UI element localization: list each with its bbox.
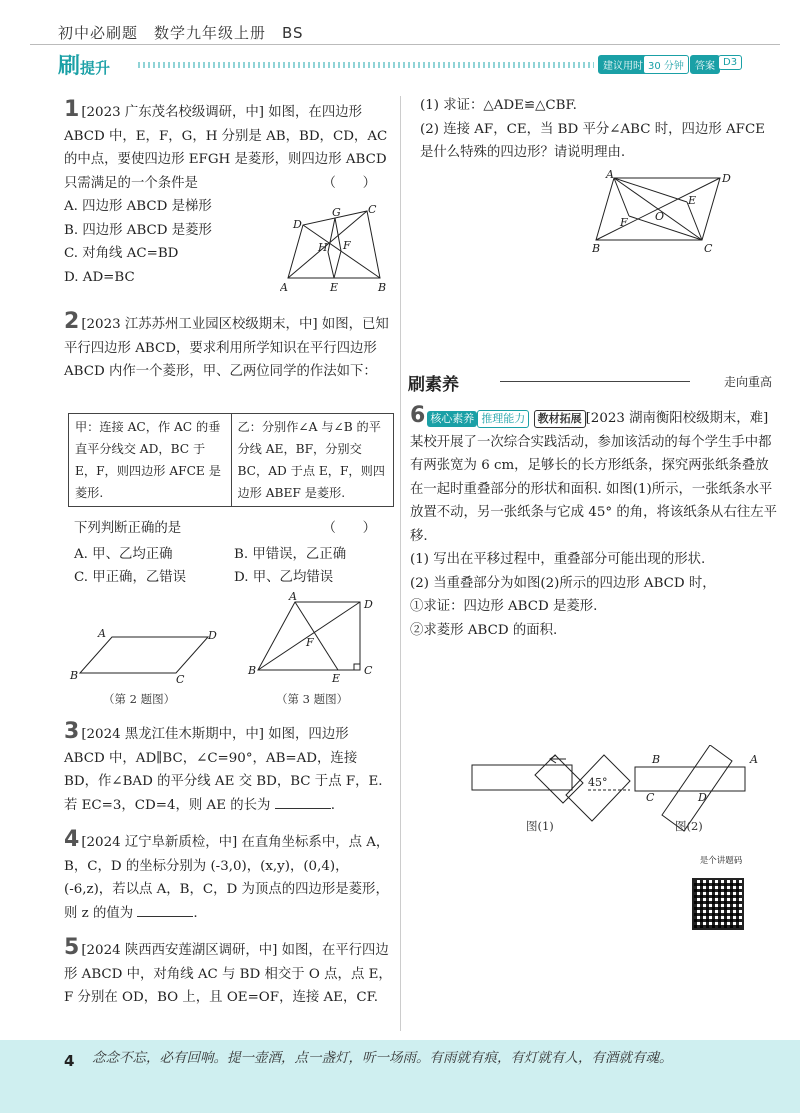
q2-option-b: B. 甲错误，乙正确 (234, 546, 347, 562)
section-2-header (408, 370, 778, 394)
q2-text: [2023 江苏苏州工业园区校级期末，中] 如图，已知平行四边形 ABCD，要求利用所学知识在平行四边形 ABCD 内作一个菱形，甲、乙两位同学的作法如下： (64, 317, 389, 379)
q4-text: [2024 辽宁阜新质检，中] 在直角坐标系中，点 A，B，C，D 的坐标分别为 (-3,0)，(x,y)，(0,4)，(-6,z)，若以点 A，B，C，D 为顶点的四边形是菱形，则 z 的值为 (64, 835, 390, 921)
q1-figure (280, 205, 395, 295)
q5-sub1: (1) 求证：△ADE≌△CBF. (420, 98, 577, 113)
brand-main: 刷 (58, 54, 81, 79)
q5-label-o: O (655, 210, 665, 223)
q2-question: 下列判断正确的是 (74, 521, 182, 536)
question-6 (410, 404, 778, 642)
q1-label-g: G (332, 206, 341, 219)
qr-code[interactable] (692, 878, 744, 930)
brand-sub: 提升 (80, 59, 111, 77)
q3-answer-blank[interactable] (275, 794, 331, 809)
q2-number: 2 (64, 309, 80, 334)
q5-label-e: E (688, 194, 697, 207)
question-3: 3 [2024 黑龙江佳木斯期中，中] 如图，四边形 ABCD 中，AD∥BC，∠C=90°，AB=AD，连接 BD，作∠BAD 的平分线 AE 交 BD，BC 于点 F，E. 若 EC=3，CD=4，则 AE 的长为 . (64, 719, 383, 813)
column-divider (400, 96, 401, 1031)
q2-options (74, 517, 392, 590)
q6-badge-core: 核心素养 (427, 411, 477, 427)
q2-answer-paren: （ ） (322, 521, 376, 536)
q6-caption-fig2: 图(2) (675, 819, 703, 833)
q5-text: [2024 陕西西安莲湖区调研，中] 如图，在平行四边形 ABCD 中，对角线 AC 与 BD 相交于 O 点，点 E，F 分别在 OD，BO 上，且 OE=OF，连接 AE，CF. (64, 943, 392, 1005)
q2-method-yi: 乙：分别作∠A 与∠B 的平分线 AE，BF，分别交 BC，AD 于点 E，F，则四边形 ABEF 是菱形. (231, 414, 394, 507)
q6-badge-textbook: 教材拓展 (534, 410, 586, 428)
q1-option-b: B. 四边形 ABCD 是菱形 (64, 222, 212, 238)
q1-label-c: C (368, 205, 377, 216)
q3-number: 3 (64, 719, 80, 744)
q1-number: 1 (64, 97, 80, 122)
book-title: 初中必刷题 数学九年级上册 BS (58, 24, 304, 42)
q3-figure (240, 592, 385, 687)
caption-fig2: （第 2 题图） (103, 692, 176, 706)
q1-label-h: H (318, 241, 328, 254)
q5-label-c: C (704, 242, 713, 255)
q3-label-b: B (248, 664, 257, 677)
q1-option-c: C. 对角线 AC=BD (64, 246, 179, 261)
question-2 (64, 310, 392, 384)
q4-number: 4 (64, 827, 80, 852)
q6-text: [2023 湖南衡阳校级期末，难] 某校开展了一次综合实践活动，参加该活动的每个学生手中都有两张宽为 6 cm，足够长的长方形纸条，探究两张纸条叠放在一起时重叠部分的形状和面积. 如图(1)所示，一张纸条水平放置不动，另一张纸条与它成 45° 的角，将该纸条从右往左平移. (410, 411, 778, 544)
q6-number: 6 (410, 403, 426, 428)
q3-label-c: C (364, 664, 373, 677)
q1-option-d: D. AD=BC (64, 269, 135, 285)
page-number: 4 (64, 1052, 75, 1070)
q6-angle-label: 45° (588, 776, 608, 789)
q1-label-d: D (293, 218, 302, 231)
answer-label: 答案 (690, 55, 720, 74)
q1-label-f: F (343, 239, 351, 252)
q2-option-a: A. 甲、乙均正确 (74, 546, 173, 562)
q2-option-d: D. 甲、乙均错误 (234, 570, 334, 585)
footer-bar (0, 1040, 800, 1113)
section-2-arrow (500, 381, 690, 382)
q6-label-a: A (750, 753, 758, 766)
caption-fig3: （第 3 题图） (276, 692, 349, 706)
q1-answer-paren: （ ） (322, 175, 376, 191)
q5-sub2: (2) 连接 AF，CE，当 BD 平分∠ABC 时，四边形 AFCE 是什么特殊的四边形？请说明理由. (420, 121, 765, 160)
q2-label-d: D (208, 629, 217, 642)
q2-figure (68, 625, 228, 690)
q6-figures (470, 745, 760, 835)
q2-label-b: B (70, 669, 79, 682)
q6-sub2: (2) 当重叠部分为如图(2)所示的四边形 ABCD 时， (410, 575, 716, 591)
q4-answer-blank[interactable] (137, 902, 193, 917)
question-5 (64, 936, 392, 1010)
q6-sub1: (1) 写出在平移过程中，重叠部分可能出现的形状. (410, 552, 706, 567)
q2-method-jia: 甲：连接 AC，作 AC 的垂直平分线交 AD，BC 于 E，F，则四边形 AFCE 是菱形. (69, 414, 232, 507)
q1-label-a: A (280, 281, 288, 294)
qr-label: 是个讲题码 (699, 856, 743, 866)
section-2-right: 走向重高 (723, 375, 772, 389)
header-dots (138, 62, 594, 68)
footer-quote: 念念不忘，必有回响。提一壶酒，点一盏灯，听一场雨。有雨就有痕，有灯就有人，有酒就有魂。 (92, 1050, 673, 1066)
header-divider (30, 44, 780, 45)
q6-label-b: B (652, 753, 661, 766)
q5-label-a: A (606, 168, 614, 181)
q3-label-d: D (364, 598, 373, 611)
brand-logo (58, 49, 110, 80)
q6-badge-reasoning: 推理能力 (477, 410, 529, 428)
answer-page: D3 (718, 55, 742, 70)
time-label: 建议用时 (598, 55, 648, 74)
q3-text: [2024 黑龙江佳木斯期中，中] 如图，四边形 ABCD 中，AD∥BC，∠C=90°，AB=AD，连接 BD，作∠BAD 的平分线 AE 交 BD，BC 于点 F，E. 若 EC=3，CD=4，则 AE 的长为 (64, 727, 383, 813)
section-2-label: 刷素养 (408, 375, 459, 395)
q6-sub2a: ①求证：四边形 ABCD 是菱形. (410, 599, 598, 614)
q2-label-c: C (176, 673, 185, 686)
q3-label-a: A (289, 592, 297, 603)
q6-caption-fig1: 图(1) (526, 819, 554, 833)
q3-label-e: E (332, 672, 341, 685)
q5-number: 5 (64, 935, 80, 960)
q2-label-a: A (98, 627, 106, 640)
q1-label-e: E (330, 281, 339, 294)
q2-method-table (68, 413, 394, 507)
q1-label-b: B (378, 281, 387, 294)
q1-option-a: A. 四边形 ABCD 是梯形 (64, 199, 212, 214)
q2-option-c: C. 甲正确，乙错误 (74, 570, 187, 585)
q5-label-f: F (620, 216, 628, 229)
q3-label-f: F (306, 636, 314, 649)
q5-label-b: B (592, 242, 601, 255)
q1-text: [2023 广东茂名校级调研，中] 如图，在四边形 ABCD 中，E，F，G，H 分别是 AB，BD，CD，AC 的中点，要使四边形 EFGH 是菱形，则四边形 ABCD 只需满足的一个条件是 (64, 105, 388, 191)
question-4: 4 [2024 辽宁阜新质检，中] 在直角坐标系中，点 A，B，C，D 的坐标分别为 (-3,0)，(x,y)，(0,4)，(-6,z)，若以点 A，B，C，D 为顶点的四边形是菱形，则 z 的值为 . (64, 827, 390, 921)
q5-label-d: D (722, 172, 731, 185)
q5-subquestions (420, 94, 782, 165)
q6-label-c: C (646, 791, 655, 804)
q5-figure (592, 168, 742, 258)
q6-sub2b: ②求菱形 ABCD 的面积. (410, 622, 558, 638)
q6-label-d: D (698, 791, 707, 804)
time-value: 30 分钟 (643, 55, 689, 74)
